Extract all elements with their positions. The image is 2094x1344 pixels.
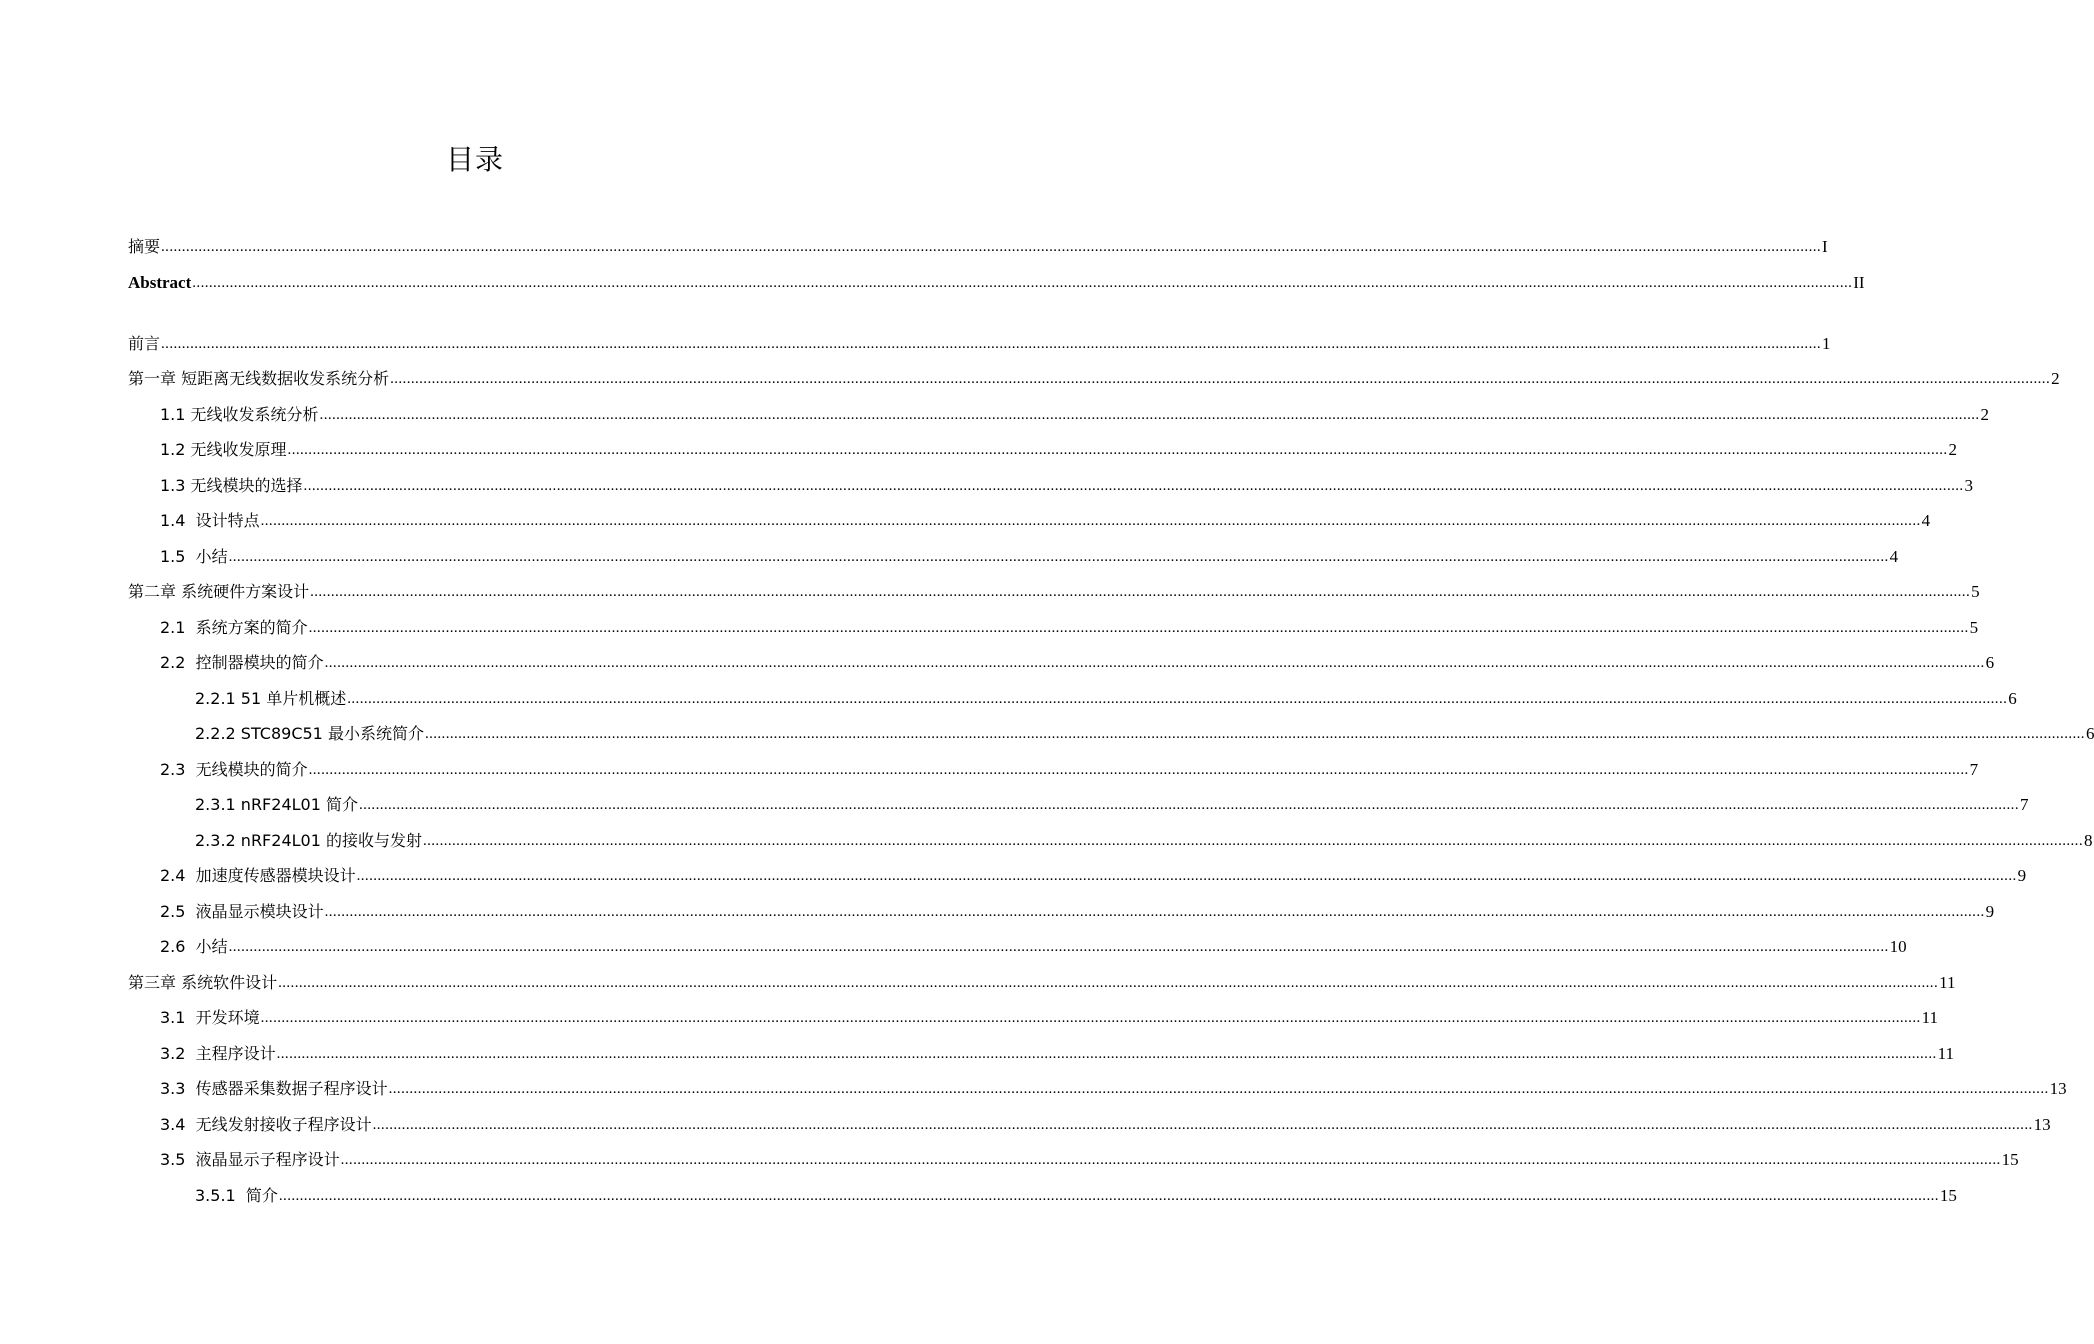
toc-entry-label: 2.3 无线模块的简介 [160, 760, 308, 779]
toc-entry-label: 2.3.1 nRF24L01 简介 [195, 795, 358, 814]
toc-entry-label: 3.1 开发环境 [160, 1008, 260, 1027]
toc-entry-label: 2.1 系统方案的简介 [160, 618, 308, 637]
toc-entry-page-number: 13 [2033, 1115, 2051, 1134]
toc-entry-page-number: 2 [1980, 405, 1990, 424]
toc-entry-page-number: 7 [1969, 760, 1979, 779]
toc-entry[interactable] [195, 1181, 1957, 1207]
toc-entry-page-number: 6 [2085, 724, 2094, 743]
toc-entry[interactable] [160, 400, 1990, 426]
toc-dot-leader: ................................................................................................................................................................................................................................................................................................................................................................................................................ [228, 939, 1889, 955]
toc-entry[interactable] [195, 719, 2094, 745]
toc-entry-label: 2.4 加速度传感器模块设计 [160, 866, 356, 885]
toc-dot-leader: ................................................................................................................................................................................................................................................................................................................................................................................................................ [340, 1152, 2001, 1168]
toc-dot-leader: ................................................................................................................................................................................................................................................................................................................................................................................................................ [260, 513, 1921, 529]
toc-dot-leader: ................................................................................................................................................................................................................................................................................................................................................................................................................ [390, 371, 2051, 387]
toc-entry[interactable] [160, 897, 1995, 923]
toc-entry-page-number: 3 [1964, 476, 1974, 495]
toc-entry-page-number: 4 [1921, 511, 1931, 530]
toc-entry-page-number: 11 [1937, 1044, 1954, 1063]
toc-entry-page-number: 5 [1971, 582, 1980, 601]
toc-entry-label: 2.2.2 STC89C51 最小系统简介 [195, 724, 424, 743]
toc-entry[interactable] [128, 329, 1831, 355]
toc-dot-leader: ................................................................................................................................................................................................................................................................................................................................................................................................................ [324, 904, 1985, 920]
toc-entry[interactable] [160, 861, 2027, 887]
toc-entry-page-number: 6 [2008, 689, 2017, 708]
toc-dot-leader: ................................................................................................................................................................................................................................................................................................................................................................................................................ [422, 833, 2083, 849]
toc-entry-label: 1.4 设计特点 [160, 511, 260, 530]
toc-dot-leader: ................................................................................................................................................................................................................................................................................................................................................................................................................ [388, 1081, 2049, 1097]
toc-entry-page-number: II [1853, 273, 1865, 292]
toc-entry[interactable] [160, 1003, 1938, 1029]
toc-entry[interactable] [128, 268, 1865, 294]
toc-entry[interactable] [195, 684, 2017, 710]
toc-dot-leader: ................................................................................................................................................................................................................................................................................................................................................................................................................ [424, 726, 2085, 742]
toc-entry[interactable] [160, 435, 1958, 461]
toc-entry-label: 2.3.2 nRF24L01 的接收与发射 [195, 831, 422, 850]
toc-entry-page-number: 9 [1985, 902, 1995, 921]
toc-entry[interactable] [160, 506, 1931, 532]
toc-dot-leader: ................................................................................................................................................................................................................................................................................................................................................................................................................ [308, 762, 1969, 778]
toc-entry-label: 3.2 主程序设计 [160, 1044, 276, 1063]
toc-entry[interactable] [195, 790, 2029, 816]
toc-dot-leader: ................................................................................................................................................................................................................................................................................................................................................................................................................ [287, 442, 1948, 458]
toc-entry-page-number: 11 [1921, 1008, 1938, 1027]
toc-dot-leader: ................................................................................................................................................................................................................................................................................................................................................................................................................ [319, 407, 1980, 423]
toc-dot-leader: ................................................................................................................................................................................................................................................................................................................................................................................................................ [324, 655, 1985, 671]
toc-entry-label: 2.6 小结 [160, 937, 228, 956]
toc-entry[interactable] [160, 1110, 2051, 1136]
toc-entry-label: 2.5 液晶显示模块设计 [160, 902, 324, 921]
toc-entry-label: Abstract [128, 273, 192, 292]
toc-dot-leader: ................................................................................................................................................................................................................................................................................................................................................................................................................ [303, 478, 1964, 494]
toc-entry[interactable] [128, 968, 1956, 994]
toc-dot-leader: ................................................................................................................................................................................................................................................................................................................................................................................................................ [308, 620, 1969, 636]
toc-entry-page-number: 15 [2001, 1150, 2019, 1169]
toc-entry-label: 前言 [128, 334, 161, 353]
toc-entry-page-number: 2 [2051, 369, 2060, 388]
toc-entry[interactable] [160, 755, 1979, 781]
toc-entry-page-number: 7 [2019, 795, 2029, 814]
toc-entry-page-number: I [1822, 237, 1828, 256]
toc-dot-leader: ................................................................................................................................................................................................................................................................................................................................................................................................................ [192, 275, 1853, 291]
toc-entry[interactable] [195, 826, 2093, 852]
toc-dot-leader: ................................................................................................................................................................................................................................................................................................................................................................................................................ [372, 1117, 2033, 1133]
toc-entry-label: 2.2.1 51 单片机概述 [195, 689, 347, 708]
toc-entry-label: 3.3 传感器采集数据子程序设计 [160, 1079, 388, 1098]
toc-entry-page-number: 4 [1889, 547, 1899, 566]
toc-dot-leader: ................................................................................................................................................................................................................................................................................................................................................................................................................ [278, 1188, 1939, 1204]
toc-entry-page-number: 13 [2049, 1079, 2067, 1098]
toc-dot-leader: ................................................................................................................................................................................................................................................................................................................................................................................................................ [358, 797, 2019, 813]
toc-dot-leader: ................................................................................................................................................................................................................................................................................................................................................................................................................ [278, 975, 1939, 991]
toc-entry-page-number: 11 [1939, 973, 1956, 992]
toc-entry-label: 1.5 小结 [160, 547, 228, 566]
toc-entry[interactable] [160, 1039, 1954, 1065]
toc-entry-label: 1.2 无线收发原理 [160, 440, 287, 459]
toc-entry-label: 第二章 系统硬件方案设计 [128, 582, 310, 601]
toc-entry-page-number: 8 [2083, 831, 2093, 850]
toc-entry[interactable] [128, 364, 2060, 390]
toc-dot-leader: ................................................................................................................................................................................................................................................................................................................................................................................................................ [260, 1010, 1921, 1026]
page-title: 目录 [445, 143, 504, 176]
toc-entry[interactable] [160, 1074, 2067, 1100]
toc-entry-page-number: 10 [1889, 937, 1907, 956]
toc-entry-page-number: 6 [1985, 653, 1995, 672]
toc-entry-label: 第三章 系统软件设计 [128, 973, 278, 992]
toc-dot-leader: ................................................................................................................................................................................................................................................................................................................................................................................................................ [228, 549, 1889, 565]
toc-entry-page-number: 5 [1969, 618, 1979, 637]
toc-entry-label: 3.4 无线发射接收子程序设计 [160, 1115, 372, 1134]
toc-entry-page-number: 9 [2017, 866, 2027, 885]
toc-entry[interactable] [160, 648, 1995, 674]
toc-entry-label: 1.3 无线模块的选择 [160, 476, 303, 495]
toc-dot-leader: ................................................................................................................................................................................................................................................................................................................................................................................................................ [347, 691, 2008, 707]
toc-entry-label: 2.2 控制器模块的简介 [160, 653, 324, 672]
toc-dot-leader: ................................................................................................................................................................................................................................................................................................................................................................................................................ [356, 868, 2017, 884]
toc-entry[interactable] [128, 232, 1828, 258]
toc-dot-leader: ................................................................................................................................................................................................................................................................................................................................................................................................................ [161, 239, 1822, 255]
toc-entry[interactable] [160, 1145, 2019, 1171]
toc-entry-page-number: 15 [1939, 1186, 1957, 1205]
toc-entry[interactable] [128, 577, 1980, 603]
toc-entry[interactable] [160, 542, 1899, 568]
toc-entry-label: 3.5 液晶显示子程序设计 [160, 1150, 340, 1169]
toc-dot-leader: ................................................................................................................................................................................................................................................................................................................................................................................................................ [276, 1046, 1937, 1062]
toc-entry-label: 3.5.1 简介 [195, 1186, 278, 1205]
toc-entry-page-number: 1 [1822, 334, 1831, 353]
toc-entry-label: 摘要 [128, 237, 161, 256]
toc-entry[interactable] [160, 613, 1979, 639]
toc-dot-leader: ................................................................................................................................................................................................................................................................................................................................................................................................................ [161, 336, 1822, 352]
toc-entry-label: 1.1 无线收发系统分析 [160, 405, 319, 424]
toc-entry-page-number: 2 [1948, 440, 1958, 459]
toc-entry-label: 第一章 短距离无线数据收发系统分析 [128, 369, 390, 388]
toc-entry[interactable] [160, 932, 1907, 958]
toc-entry[interactable] [160, 471, 1974, 497]
toc-dot-leader: ................................................................................................................................................................................................................................................................................................................................................................................................................ [310, 584, 1971, 600]
